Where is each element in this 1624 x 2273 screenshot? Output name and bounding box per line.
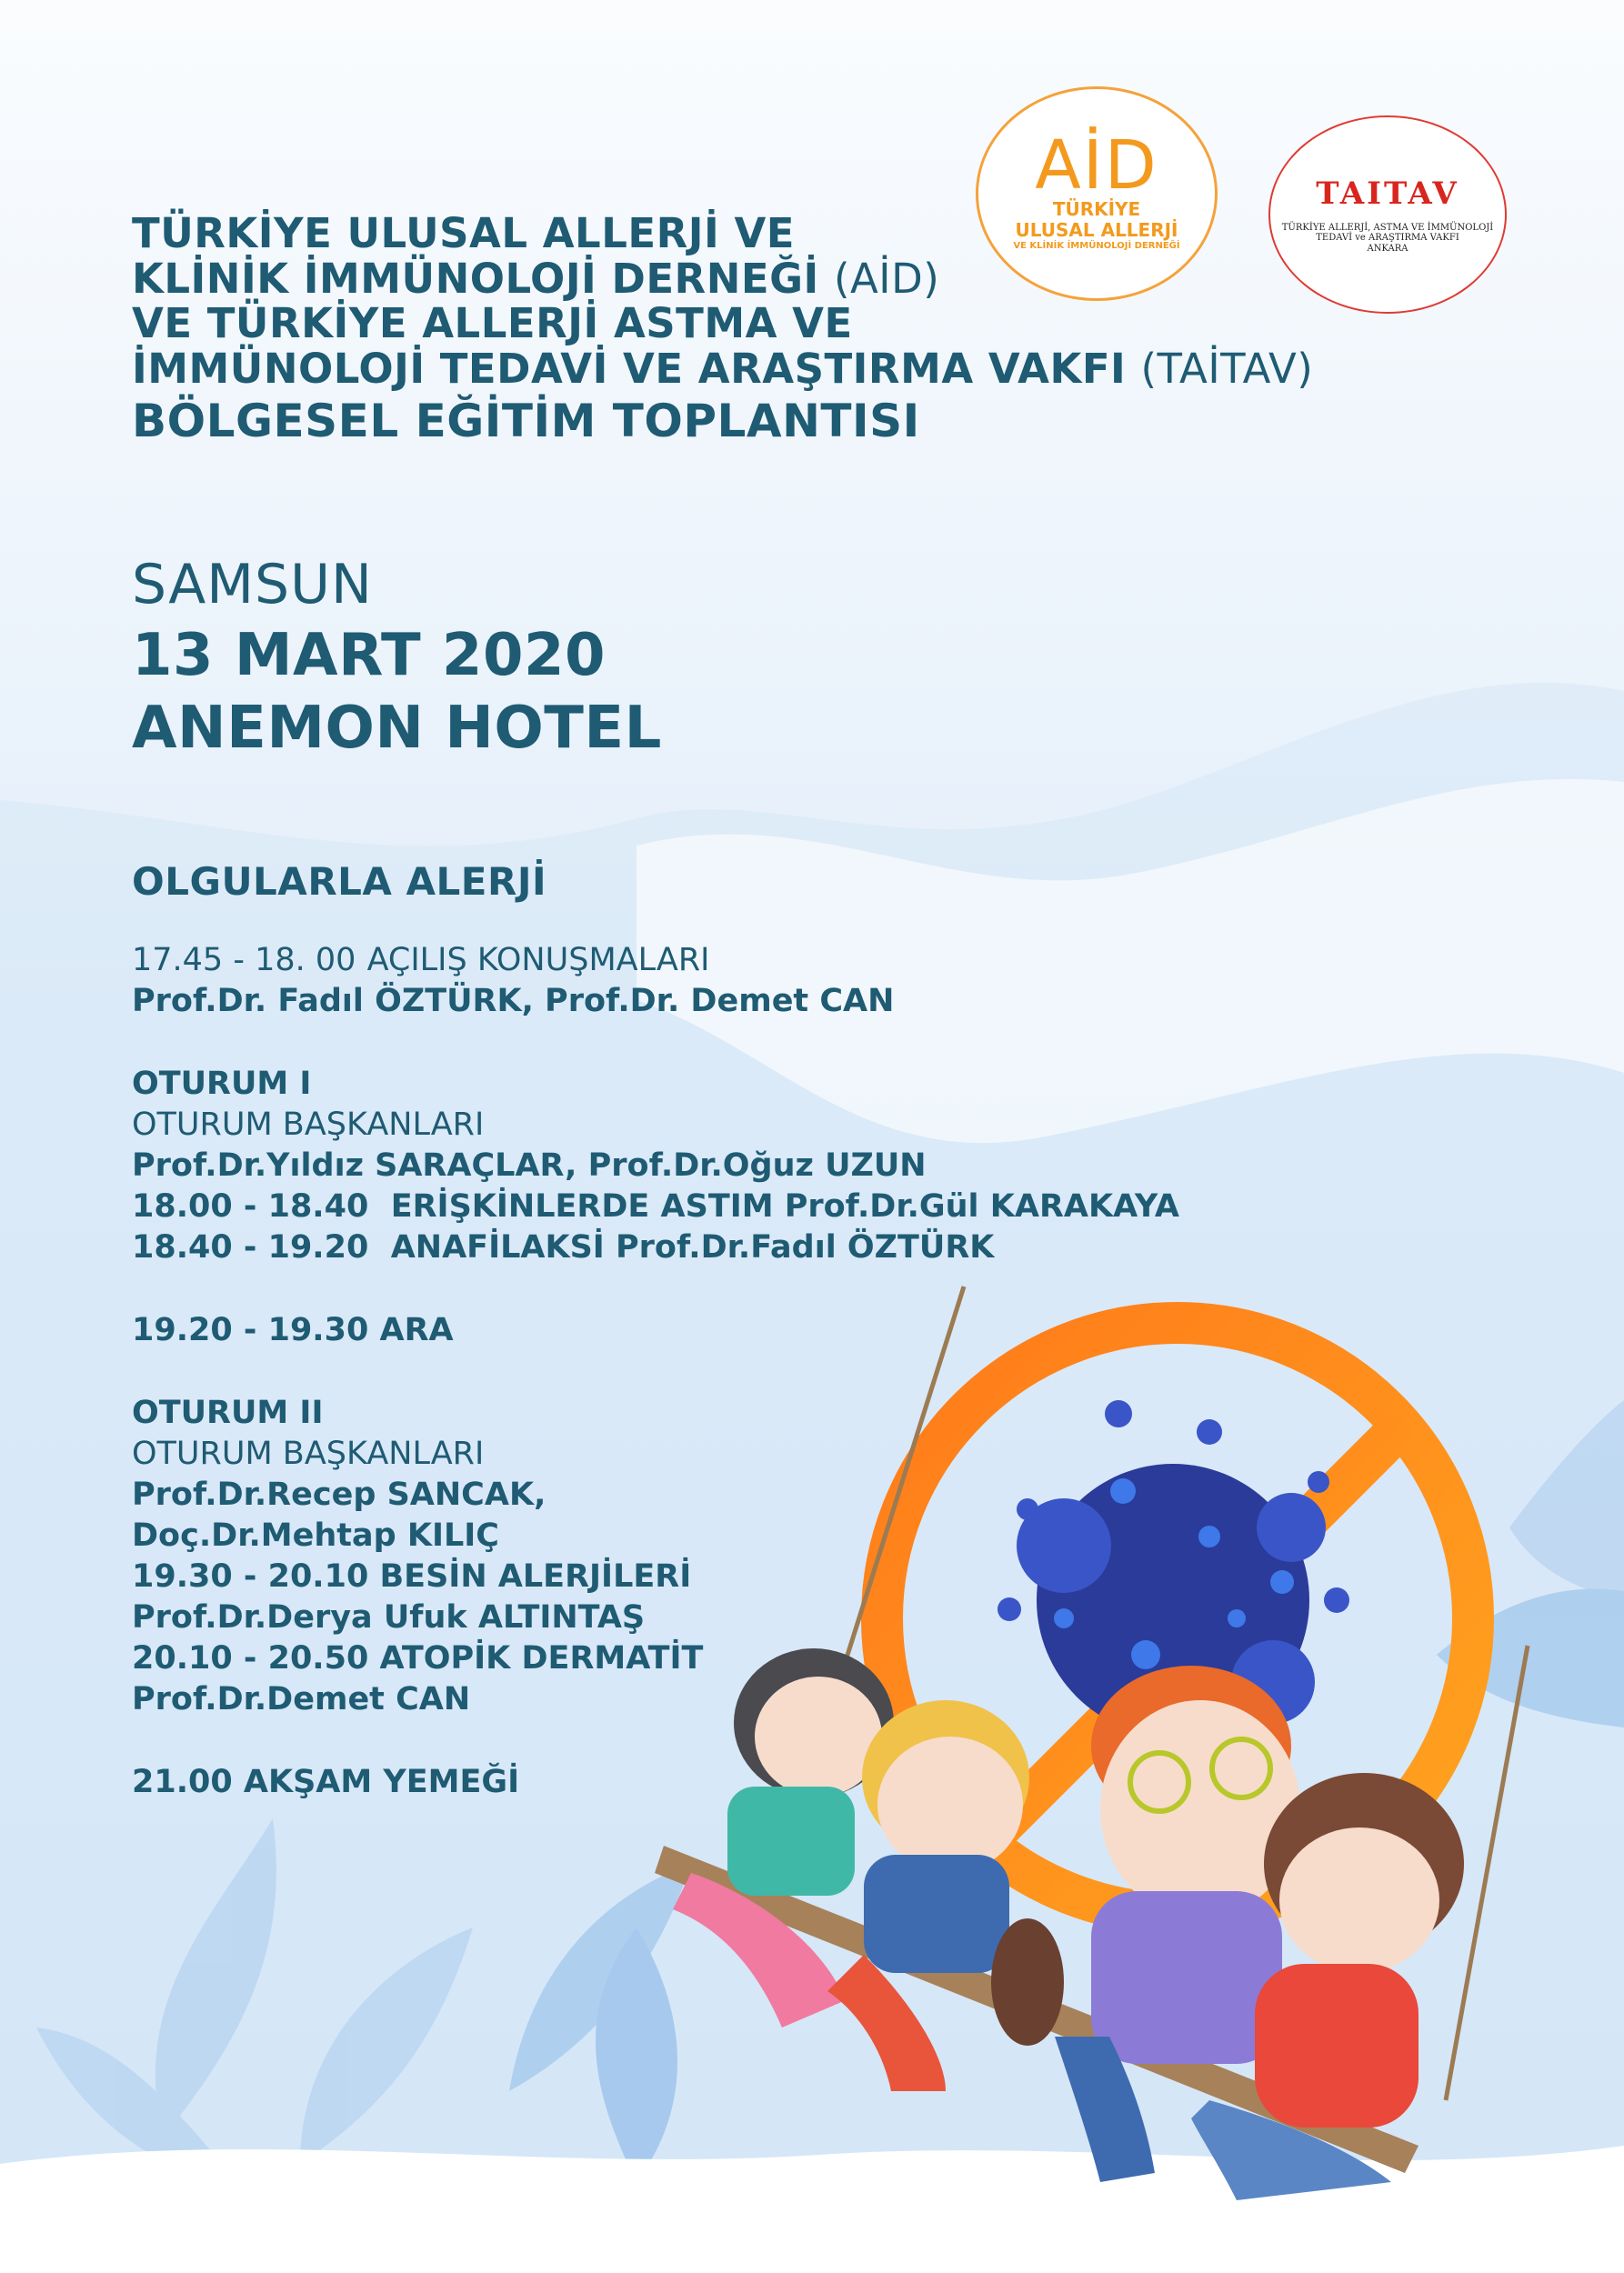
taitav-logo-mark: TAITAV [1316,175,1459,212]
aid-logo-mark: AİD [1035,125,1158,205]
program [132,859,1223,1803]
session2-title: OTURUM II [132,1395,324,1431]
aid-logo-line2: ULUSAL ALLERJİ [1015,218,1178,241]
session1-talk1-title: ERİŞKİNLERDE ASTIM Prof.Dr.Gül KARAKAYA [390,1188,1179,1225]
taitav-logo-line3: ANKARA [1367,243,1408,254]
bottom-snow-shape [0,2146,1624,2273]
header-line-4 [132,346,1314,392]
event-date: 13 MART 2020 [132,622,606,689]
session1-talk2-time: 18.40 - 19.20 [132,1229,369,1266]
opening-line [132,940,1223,981]
event-city: SAMSUN [132,553,373,616]
header-line-2-text: KLİNİK İMMÜNOLOJİ DERNEĞİ [132,254,819,303]
header-line-3: VE TÜRKİYE ALLERJİ ASTMA VE [132,299,853,347]
aid-logo-line3: VE KLİNİK İMMÜNOLOJİ DERNEĞİ [1013,240,1180,251]
event-info [132,553,662,762]
session1-chairs: Prof.Dr.Yıldız SARAÇLAR, Prof.Dr.Oğuz UZUN [132,1147,927,1184]
session2-chair2: Doç.Dr.Mehtap KILIÇ [132,1517,499,1554]
header-line-2-suffix: (AİD) [833,254,940,303]
session1-title: OTURUM I [132,1066,312,1102]
header-line-1: TÜRKİYE ULUSAL ALLERJİ VE [132,209,796,257]
opening-time: 17.45 - 18. 00 [132,942,356,978]
session2-talk1-speaker: Prof.Dr.Derya Ufuk ALTINTAŞ [132,1599,646,1636]
session2-chair1: Prof.Dr.Recep SANCAK, [132,1477,546,1513]
session1-talk2 [132,1227,1223,1268]
header-line-4-text: İMMÜNOLOJİ TEDAVİ VE ARAŞTIRMA VAKFI [132,344,1127,393]
taitav-logo-line1: TÜRKİYE ALLERJİ, ASTMA VE İMMÜNOLOJİ [1281,222,1494,233]
taitav-logo-line2: TEDAVİ ve ARAŞTIRMA VAKFI [1316,233,1459,244]
session2-talk1: 19.30 - 20.10 BESİN ALERJİLERİ [132,1558,692,1595]
dinner-line: 21.00 AKŞAM YEMEĞİ [132,1764,520,1800]
session2-talk2: 20.10 - 20.50 ATOPİK DERMATİT [132,1640,704,1677]
header-line-2 [132,256,1314,302]
session1-talk2-title: ANAFİLAKSİ Prof.Dr.Fadıl ÖZTÜRK [390,1229,995,1266]
session2-chairs-label: OTURUM BAŞKANLARI [132,1436,485,1472]
header-line-5: BÖLGESEL EĞİTİM TOPLANTISI [132,395,920,447]
event-venue: ANEMON HOTEL [132,695,662,762]
session1-talk1-time: 18.00 - 18.40 [132,1188,369,1225]
session1-talk1 [132,1187,1223,1227]
opening-title: AÇILIŞ KONUŞMALARI [366,942,710,978]
header-block [132,211,1314,446]
program-title: OLGULARLA ALERJİ [132,859,547,904]
session1-chairs-label: OTURUM BAŞKANLARI [132,1106,485,1143]
session2-talk2-speaker: Prof.Dr.Demet CAN [132,1681,471,1717]
header-line-4-suffix: (TAİTAV) [1140,344,1314,393]
aid-logo-line1: TÜRKİYE [1052,197,1141,220]
break-line: 19.20 - 19.30 ARA [132,1312,454,1348]
opening-speakers: Prof.Dr. Fadıl ÖZTÜRK, Prof.Dr. Demet CAN [132,983,895,1019]
